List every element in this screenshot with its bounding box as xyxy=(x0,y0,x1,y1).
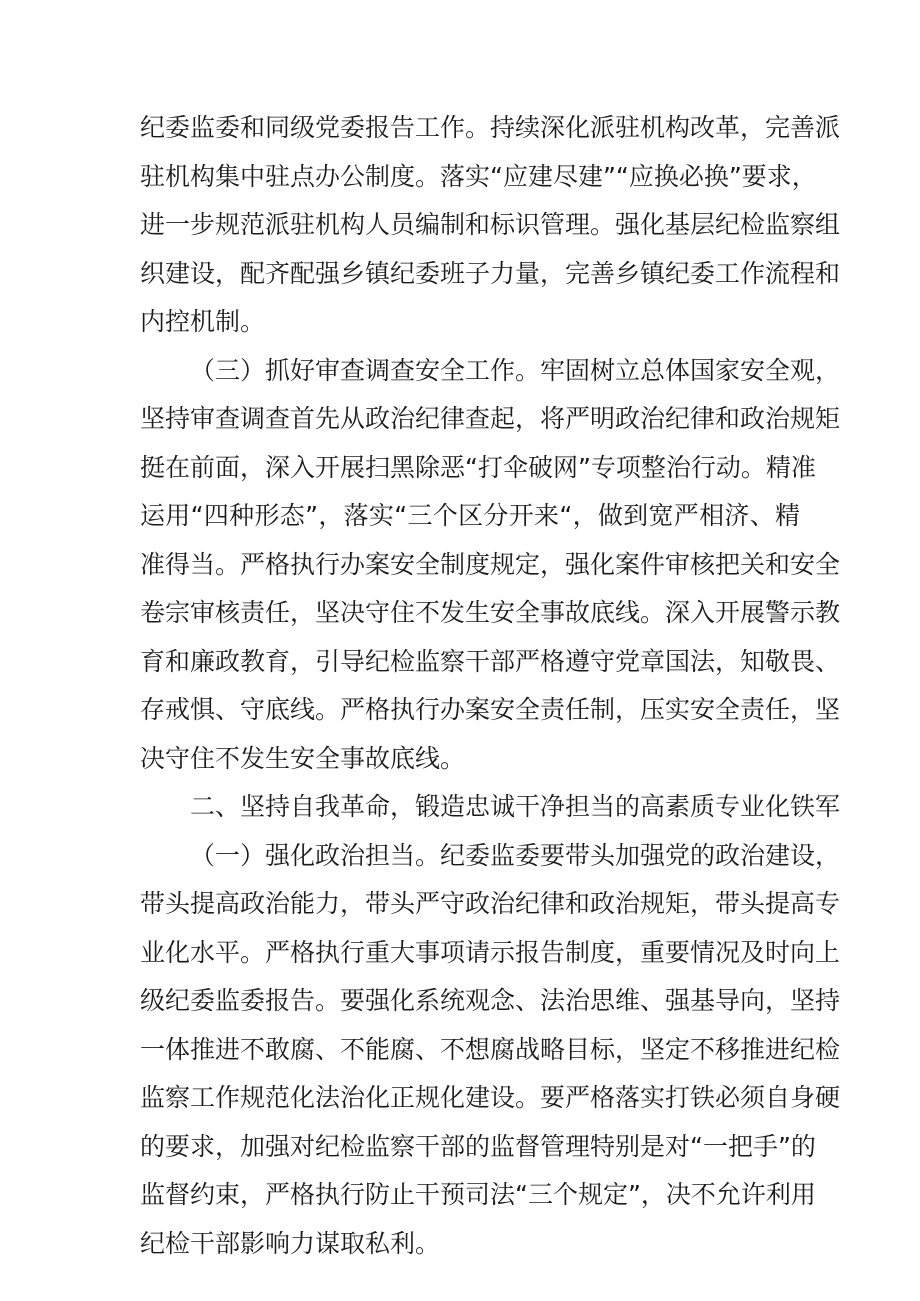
text-line: 织建设，配齐配强乡镇纪委班子力量，完善乡镇纪委工作流程和 xyxy=(140,259,841,288)
section-heading-line: （一）强化政治担当。纪委监委要带头加强党的政治建设， xyxy=(190,841,841,870)
text-line: 决守住不发生安全事故底线。 xyxy=(140,744,466,773)
text-line: 纪检干部影响力谋取私利。 xyxy=(140,1229,441,1258)
text-line: 监督约束，严格执行防止干预司法“三个规定”，决不允许利用 xyxy=(140,1180,816,1209)
text-line: 卷宗审核责任，坚决守住不发生安全事故底线。深入开展警示教 xyxy=(140,598,841,627)
text-line: 纪委监委和同级党委报告工作。持续深化派驻机构改革，完善派 xyxy=(140,113,841,142)
text-line: 级纪委监委报告。要强化系统观念、法治思维、强基导向，坚持 xyxy=(140,986,841,1015)
text-line: 育和廉政教育，引导纪检监察干部严格遵守党章国法，知敬畏、 xyxy=(140,647,841,676)
text-line: 挺在前面，深入开展扫黑除恶“打伞破网”专项整治行动。精准 xyxy=(140,453,816,482)
text-line: 运用“四种形态”，落实“三个区分开来“，做到宽严相济、精 xyxy=(140,501,800,530)
text-line: 存戒惧、守底线。严格执行办案安全责任制，压实安全责任，坚 xyxy=(140,695,841,724)
text-line: 一体推进不敢腐、不能腐、不想腐战略目标，坚定不移推进纪检 xyxy=(140,1035,841,1064)
text-line: 进一步规范派驻机构人员编制和标识管理。强化基层纪检监察组 xyxy=(140,210,841,239)
section-heading-line: （三）抓好审查调查安全工作。牢固树立总体国家安全观， xyxy=(190,356,841,385)
chapter-heading: 二、坚持自我革命，锻造忠诚干净担当的高素质专业化铁军 xyxy=(190,792,841,821)
text-line: 内控机制。 xyxy=(140,307,266,336)
text-line: 带头提高政治能力，带头严守政治纪律和政治规矩，带头提高专 xyxy=(140,889,841,918)
text-line: 业化水平。严格执行重大事项请示报告制度，重要情况及时向上 xyxy=(140,938,841,967)
text-line: 监察工作规范化法治化正规化建设。要严格落实打铁必须自身硬 xyxy=(140,1083,841,1112)
text-line: 坚持审查调查首先从政治纪律查起，将严明政治纪律和政治规矩 xyxy=(140,404,841,433)
text-line: 驻机构集中驻点办公制度。落实“应建尽建”“应换必换”要求， xyxy=(140,162,817,191)
text-line: 的要求，加强对纪检监察干部的监督管理特别是对“一把手”的 xyxy=(140,1132,816,1161)
text-line: 准得当。严格执行办案安全制度规定，强化案件审核把关和安全 xyxy=(140,550,841,579)
